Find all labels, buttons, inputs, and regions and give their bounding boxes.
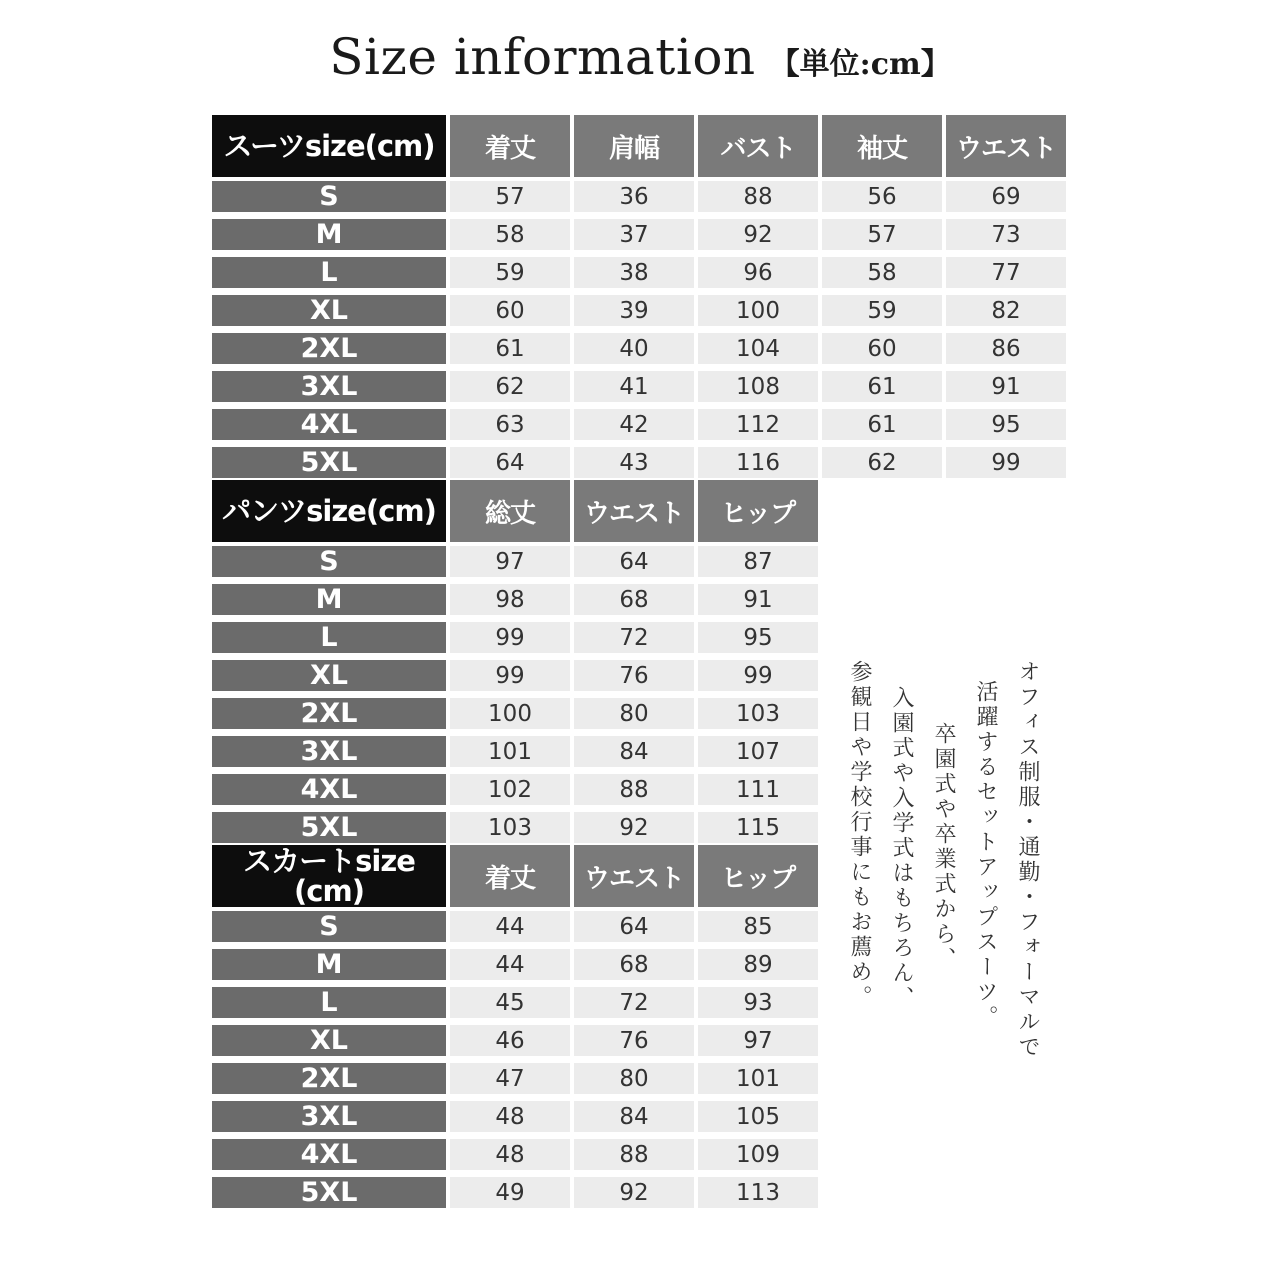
- table-cell: 98: [450, 580, 570, 618]
- table-cell: 60: [450, 291, 570, 329]
- size-label: 5XL: [212, 1173, 446, 1211]
- table-cell: 92: [574, 808, 694, 846]
- table-cell: 97: [698, 1021, 818, 1059]
- table-row: [212, 405, 1066, 443]
- description-line: 入園式や入学式はもちろん、: [889, 686, 914, 1012]
- table-row: [212, 580, 818, 618]
- table-row: [212, 1021, 818, 1059]
- table-cell: 64: [574, 542, 694, 580]
- size-label: 4XL: [212, 1135, 446, 1173]
- table-row: [212, 983, 818, 1021]
- table-row: [212, 907, 818, 945]
- table-cell: 89: [698, 945, 818, 983]
- suit-size-table: [208, 115, 1070, 481]
- table-cell: 109: [698, 1135, 818, 1173]
- table-cell: 62: [450, 367, 570, 405]
- column-header: 肩幅: [574, 115, 694, 177]
- size-label: XL: [212, 291, 446, 329]
- table-cell: 80: [574, 694, 694, 732]
- unit-label: 【単位:cm】: [769, 47, 951, 82]
- table-cell: 82: [946, 291, 1066, 329]
- table-row: [212, 1059, 818, 1097]
- table-row: [212, 329, 1066, 367]
- product-description: [838, 660, 1048, 1080]
- size-label: XL: [212, 1021, 446, 1059]
- table-cell: 103: [698, 694, 818, 732]
- table-cell: 101: [698, 1059, 818, 1097]
- column-header: ウエスト: [574, 845, 694, 907]
- table-cell: 92: [574, 1173, 694, 1211]
- column-header: 総丈: [450, 480, 570, 542]
- table-cell: 96: [698, 253, 818, 291]
- description-line: 卒園式や卒業式から、: [931, 721, 956, 972]
- table-row: [212, 177, 1066, 215]
- size-label: M: [212, 945, 446, 983]
- pants-table-title: パンツsize(cm): [212, 480, 446, 542]
- table-cell: 59: [450, 253, 570, 291]
- size-label: L: [212, 618, 446, 656]
- table-cell: 99: [450, 618, 570, 656]
- table-row: [212, 808, 818, 846]
- table-cell: 92: [698, 215, 818, 253]
- table-cell: 61: [822, 367, 942, 405]
- table-cell: 37: [574, 215, 694, 253]
- table-cell: 57: [450, 177, 570, 215]
- table-cell: 72: [574, 618, 694, 656]
- table-cell: 64: [450, 443, 570, 481]
- table-cell: 116: [698, 443, 818, 481]
- table-cell: 42: [574, 405, 694, 443]
- table-cell: 60: [822, 329, 942, 367]
- table-cell: 91: [946, 367, 1066, 405]
- skirt-size-table: [208, 845, 822, 1211]
- table-cell: 46: [450, 1021, 570, 1059]
- table-row: [212, 1097, 818, 1135]
- size-label: 4XL: [212, 405, 446, 443]
- size-label: 4XL: [212, 770, 446, 808]
- table-row: [212, 770, 818, 808]
- table-cell: 95: [698, 618, 818, 656]
- table-cell: 113: [698, 1173, 818, 1211]
- table-cell: 102: [450, 770, 570, 808]
- table-cell: 44: [450, 907, 570, 945]
- table-cell: 103: [450, 808, 570, 846]
- table-cell: 76: [574, 656, 694, 694]
- table-cell: 47: [450, 1059, 570, 1097]
- table-cell: 86: [946, 329, 1066, 367]
- size-label: 2XL: [212, 694, 446, 732]
- table-row: [212, 367, 1066, 405]
- table-cell: 91: [698, 580, 818, 618]
- table-cell: 61: [450, 329, 570, 367]
- suit-table-title: スーツsize(cm): [212, 115, 446, 177]
- table-cell: 48: [450, 1097, 570, 1135]
- table-cell: 72: [574, 983, 694, 1021]
- size-label: 2XL: [212, 1059, 446, 1097]
- page-title: [0, 28, 1280, 86]
- size-label: 3XL: [212, 1097, 446, 1135]
- table-row: [212, 443, 1066, 481]
- table-row: [212, 253, 1066, 291]
- table-cell: 88: [574, 770, 694, 808]
- table-cell: 68: [574, 580, 694, 618]
- size-label: M: [212, 215, 446, 253]
- table-cell: 101: [450, 732, 570, 770]
- table-cell: 43: [574, 443, 694, 481]
- table-cell: 38: [574, 253, 694, 291]
- table-cell: 87: [698, 542, 818, 580]
- table-cell: 99: [946, 443, 1066, 481]
- table-cell: 111: [698, 770, 818, 808]
- table-cell: 63: [450, 405, 570, 443]
- column-header: 袖丈: [822, 115, 942, 177]
- table-cell: 104: [698, 329, 818, 367]
- column-header: ウエスト: [574, 480, 694, 542]
- size-label: 5XL: [212, 443, 446, 481]
- table-cell: 69: [946, 177, 1066, 215]
- skirt-title-line2: (cm): [294, 874, 364, 908]
- table-cell: 58: [822, 253, 942, 291]
- table-cell: 84: [574, 1097, 694, 1135]
- table-cell: 49: [450, 1173, 570, 1211]
- table-cell: 97: [450, 542, 570, 580]
- table-cell: 80: [574, 1059, 694, 1097]
- size-label: S: [212, 177, 446, 215]
- table-cell: 95: [946, 405, 1066, 443]
- table-row: [212, 618, 818, 656]
- table-cell: 61: [822, 405, 942, 443]
- table-row: [212, 945, 818, 983]
- table-cell: 77: [946, 253, 1066, 291]
- table-cell: 76: [574, 1021, 694, 1059]
- table-cell: 85: [698, 907, 818, 945]
- table-cell: 107: [698, 732, 818, 770]
- table-row: [212, 694, 818, 732]
- column-header: ヒップ: [698, 480, 818, 542]
- table-row: [212, 215, 1066, 253]
- table-cell: 84: [574, 732, 694, 770]
- table-header-row: [212, 845, 818, 907]
- table-cell: 41: [574, 367, 694, 405]
- table-row: [212, 291, 1066, 329]
- table-cell: 100: [450, 694, 570, 732]
- table-cell: 108: [698, 367, 818, 405]
- table-cell: 48: [450, 1135, 570, 1173]
- table-header-row: [212, 480, 818, 542]
- table-cell: 59: [822, 291, 942, 329]
- table-cell: 68: [574, 945, 694, 983]
- table-cell: 99: [450, 656, 570, 694]
- table-row: [212, 656, 818, 694]
- description-line: オフィス制服・通勤・フォーマルで: [1015, 660, 1040, 1060]
- size-label: 5XL: [212, 808, 446, 846]
- table-cell: 57: [822, 215, 942, 253]
- description-line: 活躍するセットアップスーツ。: [973, 679, 998, 1030]
- title-text: Size information: [329, 28, 756, 86]
- table-cell: 100: [698, 291, 818, 329]
- size-label: L: [212, 253, 446, 291]
- table-cell: 44: [450, 945, 570, 983]
- column-header: ウエスト: [946, 115, 1066, 177]
- table-row: [212, 1173, 818, 1211]
- table-cell: 56: [822, 177, 942, 215]
- table-cell: 39: [574, 291, 694, 329]
- table-cell: 64: [574, 907, 694, 945]
- table-cell: 88: [698, 177, 818, 215]
- table-row: [212, 1135, 818, 1173]
- table-cell: 62: [822, 443, 942, 481]
- table-row: [212, 542, 818, 580]
- table-cell: 58: [450, 215, 570, 253]
- size-label: S: [212, 542, 446, 580]
- size-label: 2XL: [212, 329, 446, 367]
- table-cell: 73: [946, 215, 1066, 253]
- size-label: L: [212, 983, 446, 1021]
- table-header-row: [212, 115, 1066, 177]
- description-line: 参観日や学校行事にもお薦め。: [847, 660, 872, 1010]
- table-cell: 112: [698, 405, 818, 443]
- pants-size-table: [208, 480, 822, 846]
- table-cell: 45: [450, 983, 570, 1021]
- size-label: XL: [212, 656, 446, 694]
- table-cell: 36: [574, 177, 694, 215]
- skirt-table-title: [212, 845, 446, 907]
- table-cell: 93: [698, 983, 818, 1021]
- table-cell: 99: [698, 656, 818, 694]
- size-label: S: [212, 907, 446, 945]
- column-header: 着丈: [450, 845, 570, 907]
- column-header: 着丈: [450, 115, 570, 177]
- size-label: M: [212, 580, 446, 618]
- skirt-title-line1: スカートsize: [243, 844, 415, 878]
- table-row: [212, 732, 818, 770]
- table-cell: 115: [698, 808, 818, 846]
- size-label: 3XL: [212, 367, 446, 405]
- table-cell: 40: [574, 329, 694, 367]
- column-header: バスト: [698, 115, 818, 177]
- table-cell: 88: [574, 1135, 694, 1173]
- table-cell: 105: [698, 1097, 818, 1135]
- size-label: 3XL: [212, 732, 446, 770]
- column-header: ヒップ: [698, 845, 818, 907]
